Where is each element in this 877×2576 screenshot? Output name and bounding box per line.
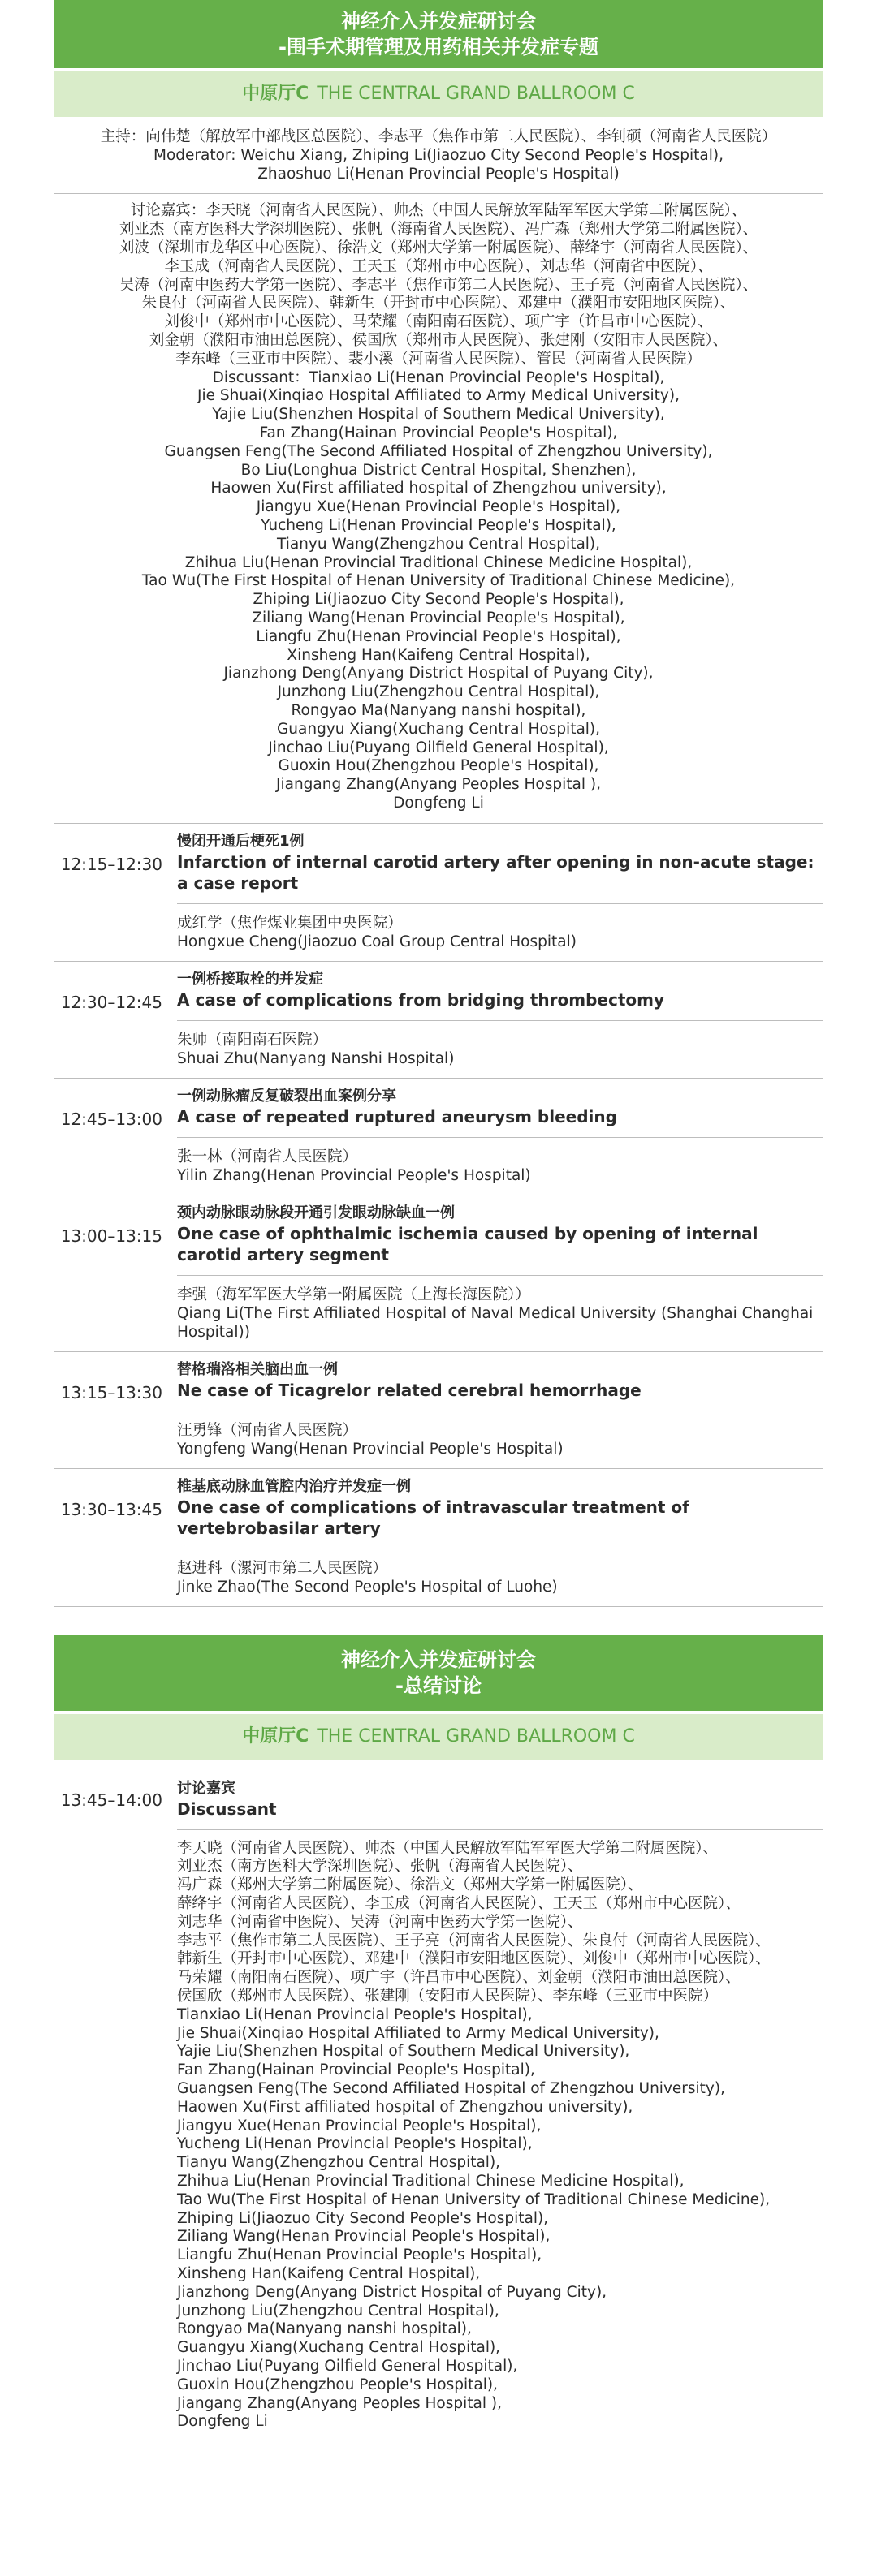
discussant-line: Liangfu Zhu(Henan Provincial People's Hospital),: [256, 627, 621, 645]
talk-item: [54, 824, 823, 961]
talk-item: [54, 1352, 823, 1468]
discussant-line: 李天晓（河南省人民医院）、帅杰（中国人民解放军陆军军医大学第二附属医院）、: [177, 1839, 719, 1857]
discussant-line: Dongfeng Li: [177, 2413, 268, 2431]
room-name-en: THE CENTRAL GRAND BALLROOM C: [317, 1725, 635, 1747]
talk-body: [172, 1087, 823, 1195]
talk-title-en: A case of complications from bridging thrombectomy: [177, 989, 665, 1010]
discussant-line: Guangyu Xiang(Xuchang Central Hospital),: [177, 2339, 501, 2357]
speaker-name-cn: 朱帅（南阳南石医院）: [177, 1031, 328, 1049]
talk-body: [172, 1360, 823, 1468]
speaker: [177, 1411, 823, 1468]
discussant-line: Jie Shuai(Xinqiao Hospital Affiliated to Army Medical University),: [177, 2024, 659, 2042]
discussant-line: Guangyu Xiang(Xuchang Central Hospital),: [276, 720, 601, 738]
time-slot: 13:45–14:00: [60, 1790, 162, 1810]
discussant-line: 冯广森（郑州大学第二附属医院）、徐浩文（郑州大学第一附属医院）、: [177, 1876, 643, 1894]
discussant-line: Xinsheng Han(Kaifeng Central Hospital),: [177, 2265, 481, 2283]
discussant-line: Tianxiao Li(Henan Provincial People's Hospital),: [177, 2005, 533, 2023]
time-slot: 13:15–13:30: [60, 1382, 162, 1402]
room-banner: [54, 71, 823, 117]
discussant-line: Jiangyu Xue(Henan Provincial People's Hospital),: [177, 2117, 542, 2134]
summary-subtitle: -总结讨论: [395, 1674, 482, 1697]
discussant-line: Junzhong Liu(Zhengzhou Central Hospital),: [277, 683, 600, 701]
speaker: [177, 1549, 823, 1606]
talk-title-cn: 椎基底动脉血管腔内治疗并发症一例: [177, 1477, 411, 1495]
discussant-line: Zhihua Liu(Henan Provincial Traditional Chinese Medicine Hospital),: [177, 2173, 685, 2190]
talk-list: [54, 824, 823, 1607]
talk-title-en: One case of complications of intravascular treatment of vertebrobasilar artery: [177, 1497, 689, 1538]
discussant-line: Guoxin Hou(Zhengzhou People's Hospital),: [278, 757, 599, 775]
discussant-line: Rongyao Ma(Nanyang nanshi hospital),: [177, 2320, 472, 2338]
speaker: [177, 1020, 823, 1078]
discussant-line: 刘俊中（郑州市中心医院）、马荣耀（南阳南石医院）、项广宇（许昌市中心医院）、: [164, 313, 713, 331]
discussant-line: Yucheng Li(Henan Provincial People's Hospital),: [177, 2135, 533, 2153]
discussant-line: Tao Wu(The First Hospital of Henan University of Traditional Chinese Medicine),: [141, 572, 736, 590]
talk-body: [172, 1204, 823, 1351]
discussant-line: 侯国欣（郑州市人民医院）、张建刚（安阳市人民医院）、李东峰（三亚市中医院）: [177, 1988, 719, 2005]
talk-title-en: One case of ophthalmic ischemia caused by opening of internal carotid artery segment: [177, 1223, 758, 1264]
discussant-line: Yajie Liu(Shenzhen Hospital of Southern Medical University),: [177, 2043, 630, 2061]
talk-title-en: Infarction of internal carotid artery after opening in non-acute stage: a case report: [177, 851, 814, 893]
discussant-line: 刘金朝（濮阳市油田总医院）、侯国欣（郑州市人民医院）、张建刚（安阳市人民医院）、: [149, 331, 728, 349]
discussant-line: Yajie Liu(Shenzhen Hospital of Southern Medical University),: [212, 406, 665, 424]
discussant-line: Jinchao Liu(Puyang Oilfield General Hospital),: [268, 739, 609, 756]
speaker: [177, 1137, 823, 1195]
summary-title: 神经介入并发症研讨会: [341, 1648, 536, 1671]
room-banner: [54, 1714, 823, 1760]
summary-discussant-list: [177, 1829, 823, 2440]
speaker-name-cn: 成红学（焦作煤业集团中央医院）: [177, 914, 403, 932]
discussant-line: Haowen Xu(First affiliated hospital of Zhengzhou university),: [210, 480, 667, 498]
discussant-line: 马荣耀（南阳南石医院）、项广宇（许昌市中心医院）、刘金朝（濮阳市油田总医院）、: [177, 1969, 741, 1987]
moderator-line: Zhaoshuo Li(Henan Provincial People's Hospital): [257, 165, 620, 183]
talk-body: [172, 832, 823, 961]
talk-title-cn: 讨论嘉宾: [177, 1779, 235, 1797]
speaker: [177, 1275, 823, 1351]
discussant-line: 刘亚杰（南方医科大学深圳医院）、张帆（海南省人民医院）、: [177, 1858, 583, 1876]
discussant-line: 李志平（焦作市第二人民医院）、王子亮（河南省人民医院）、朱良付（河南省人民医院）、: [177, 1932, 771, 1949]
discussant-block: [54, 194, 823, 822]
talk-item: [54, 1195, 823, 1351]
discussant-line: Tianyu Wang(Zhengzhou Central Hospital),: [276, 535, 601, 553]
speaker: [177, 903, 823, 961]
room-name-cn: 中原厅C: [242, 1725, 309, 1747]
discussant-line: Guangsen Feng(The Second Affiliated Hospital of Zhengzhou University),: [177, 2080, 725, 2098]
discussant-line: 李玉成（河南省人民医院）、王天玉（郑州市中心医院）、刘志华（河南省中医院）、: [164, 257, 713, 275]
discussant-line: Junzhong Liu(Zhengzhou Central Hospital),: [177, 2302, 499, 2320]
discussant-line: 韩新生（开封市中心医院）、邓建中（濮阳市安阳地区医院）、刘俊中（郑州市中心医院）、: [177, 1950, 771, 1968]
discussant-line: Jiangyu Xue(Henan Provincial People's Hospital),: [256, 498, 621, 516]
talk-title-cn: 一例桥接取栓的并发症: [177, 970, 323, 988]
time-slot: 12:15–12:30: [60, 854, 162, 874]
discussant-line: Liangfu Zhu(Henan Provincial People's Hospital),: [177, 2246, 542, 2264]
speaker-name-en: Hongxue Cheng(Jiaozuo Coal Group Central Hospital): [177, 933, 577, 950]
speaker-name-cn: 汪勇锋（河南省人民医院）: [177, 1421, 358, 1439]
room-name-cn: 中原厅C: [242, 84, 309, 104]
talk-item: [54, 962, 823, 1078]
session-subtitle: -围手术期管理及用药相关并发症专题: [279, 36, 598, 58]
discussant-line: Haowen Xu(First affiliated hospital of Zhengzhou university),: [177, 2098, 633, 2116]
discussant-line: Guoxin Hou(Zhengzhou People's Hospital),: [177, 2376, 498, 2393]
discussant-line: Fan Zhang(Hainan Provincial People's Hospital),: [177, 2061, 535, 2079]
speaker-name-cn: 李强（海军军医大学第一附属医院（上海长海医院））: [177, 1286, 530, 1303]
session-header: [54, 0, 823, 68]
talk-item: [54, 1469, 823, 1606]
talk-title-en: Ne case of Ticagrelor related cerebral hemorrhage: [177, 1380, 642, 1400]
discussant-line: Jie Shuai(Xinqiao Hospital Affiliated to Army Medical University),: [197, 387, 680, 405]
moderator-line: 主持：向伟楚（解放军中部战区总医院）、李志平（焦作市第二人民医院）、李钊硕（河南省人民医院）: [100, 128, 777, 145]
summary-body: [172, 1779, 823, 2440]
moderator-line: Moderator: Weichu Xiang, Zhiping Li(Jiaozuo City Second People's Hospital),: [153, 146, 724, 164]
discussant-line: Jianzhong Deng(Anyang District Hospital of Puyang City),: [223, 665, 654, 683]
time-slot: 12:30–12:45: [60, 992, 162, 1012]
discussant-line: Discussant：Tianxiao Li(Henan Provincial People's Hospital),: [212, 368, 665, 386]
speaker-name-en: Yongfeng Wang(Henan Provincial People's Hospital): [177, 1440, 564, 1458]
discussant-line: Jiangang Zhang(Anyang Peoples Hospital ),: [276, 776, 601, 794]
talk-item: [54, 1079, 823, 1195]
session-title: 神经介入并发症研讨会: [341, 10, 536, 32]
room-name-en: THE CENTRAL GRAND BALLROOM C: [317, 84, 635, 104]
discussant-line: Guangsen Feng(The Second Affiliated Hospital of Zhengzhou University),: [164, 442, 713, 460]
talk-title-cn: 替格瑞洛相关脑出血一例: [177, 1360, 338, 1378]
talk-title-en: Discussant: [177, 1798, 277, 1819]
discussant-line: Jiangang Zhang(Anyang Peoples Hospital ),: [177, 2394, 502, 2412]
talk-body: [172, 970, 823, 1078]
speaker-name-cn: 赵进科（漯河市第二人民医院）: [177, 1559, 388, 1577]
speaker-name-en: Qiang Li(The First Affiliated Hospital of Naval Medical University (Shanghai Changhai Hospital)): [177, 1304, 814, 1341]
discussant-line: 薛绛宇（河南省人民医院）、李玉成（河南省人民医院）、王天玉（郑州市中心医院）、: [177, 1895, 741, 1913]
discussant-line: Ziliang Wang(Henan Provincial People's Hospital),: [177, 2228, 551, 2246]
discussant-line: Rongyao Ma(Nanyang nanshi hospital),: [291, 701, 586, 719]
discussant-line: Jianzhong Deng(Anyang District Hospital of Puyang City),: [177, 2283, 607, 2301]
speaker-name-en: Jinke Zhao(The Second People's Hospital of Luohe): [177, 1578, 558, 1596]
discussant-line: 李东峰（三亚市中医院）、裴小溪（河南省人民医院）、管民（河南省人民医院）: [175, 350, 702, 368]
speaker-name-en: Yilin Zhang(Henan Provincial People's Hospital): [177, 1166, 531, 1184]
speaker-name-en: Shuai Zhu(Nanyang Nanshi Hospital): [177, 1049, 455, 1067]
moderator-block: [54, 117, 823, 193]
discussant-line: Zhiping Li(Jiaozuo City Second People's Hospital),: [177, 2209, 549, 2227]
discussant-line: Bo Liu(Longhua District Central Hospital, Shenzhen),: [240, 461, 637, 479]
discussant-line: 吴涛（河南中医药大学第一医院）、李志平（焦作市第二人民医院）、王子亮（河南省人民医院）、: [119, 276, 758, 294]
discussant-line: Jinchao Liu(Puyang Oilfield General Hospital),: [177, 2358, 518, 2375]
discussant-line: Zhihua Liu(Henan Provincial Traditional Chinese Medicine Hospital),: [184, 554, 693, 571]
talk-title-cn: 慢闭开通后梗死1例: [177, 832, 305, 850]
discussant-line: Yucheng Li(Henan Provincial People's Hospital),: [261, 516, 616, 534]
discussant-line: Xinsheng Han(Kaifeng Central Hospital),: [287, 646, 590, 664]
discussant-line: Zhiping Li(Jiaozuo City Second People's Hospital),: [253, 591, 624, 609]
discussant-line: Tao Wu(The First Hospital of Henan University of Traditional Chinese Medicine),: [177, 2190, 771, 2208]
discussant-line: Fan Zhang(Hainan Provincial People's Hospital),: [259, 424, 618, 442]
talk-title-en: A case of repeated ruptured aneurysm bleeding: [177, 1106, 617, 1126]
discussant-line: 刘波（深圳市龙华区中心医院）、徐浩文（郑州大学第一附属医院）、薛绛宇（河南省人民医院）、: [119, 239, 758, 256]
talk-body: [172, 1477, 823, 1606]
agenda-frame: [54, 0, 823, 2467]
discussant-line: 刘亚杰（南方医科大学深圳医院）、张帆（海南省人民医院）、冯广森（郑州大学第二附属医院）、: [119, 221, 758, 239]
time-slot: 13:00–13:15: [60, 1226, 162, 1246]
talk-title-cn: 一例动脉瘤反复破裂出血案例分享: [177, 1087, 396, 1105]
summary-header: [54, 1635, 823, 1711]
summary-item: [54, 1760, 823, 2440]
time-slot: 12:45–13:00: [60, 1109, 162, 1129]
discussant-line: Tianyu Wang(Zhengzhou Central Hospital),: [177, 2154, 501, 2172]
talk-title-cn: 颈内动脉眼动脉段开通引发眼动脉缺血一例: [177, 1204, 455, 1221]
discussant-line: 朱良付（河南省人民医院）、韩新生（开封市中心医院）、邓建中（濮阳市安阳地区医院）、: [141, 295, 736, 312]
discussant-line: 刘志华（河南省中医院）、吴涛（河南中医药大学第一医院）、: [177, 1913, 583, 1931]
divider: [54, 1606, 823, 1607]
time-slot: 13:30–13:45: [60, 1499, 162, 1519]
speaker-name-cn: 张一林（河南省人民医院）: [177, 1148, 358, 1165]
discussant-line: Dongfeng Li: [393, 794, 484, 812]
discussant-line: Ziliang Wang(Henan Provincial People's Hospital),: [252, 609, 625, 627]
discussant-line: 讨论嘉宾：李天晓（河南省人民医院）、帅杰（中国人民解放军陆军军医大学第二附属医院）、: [130, 202, 747, 220]
